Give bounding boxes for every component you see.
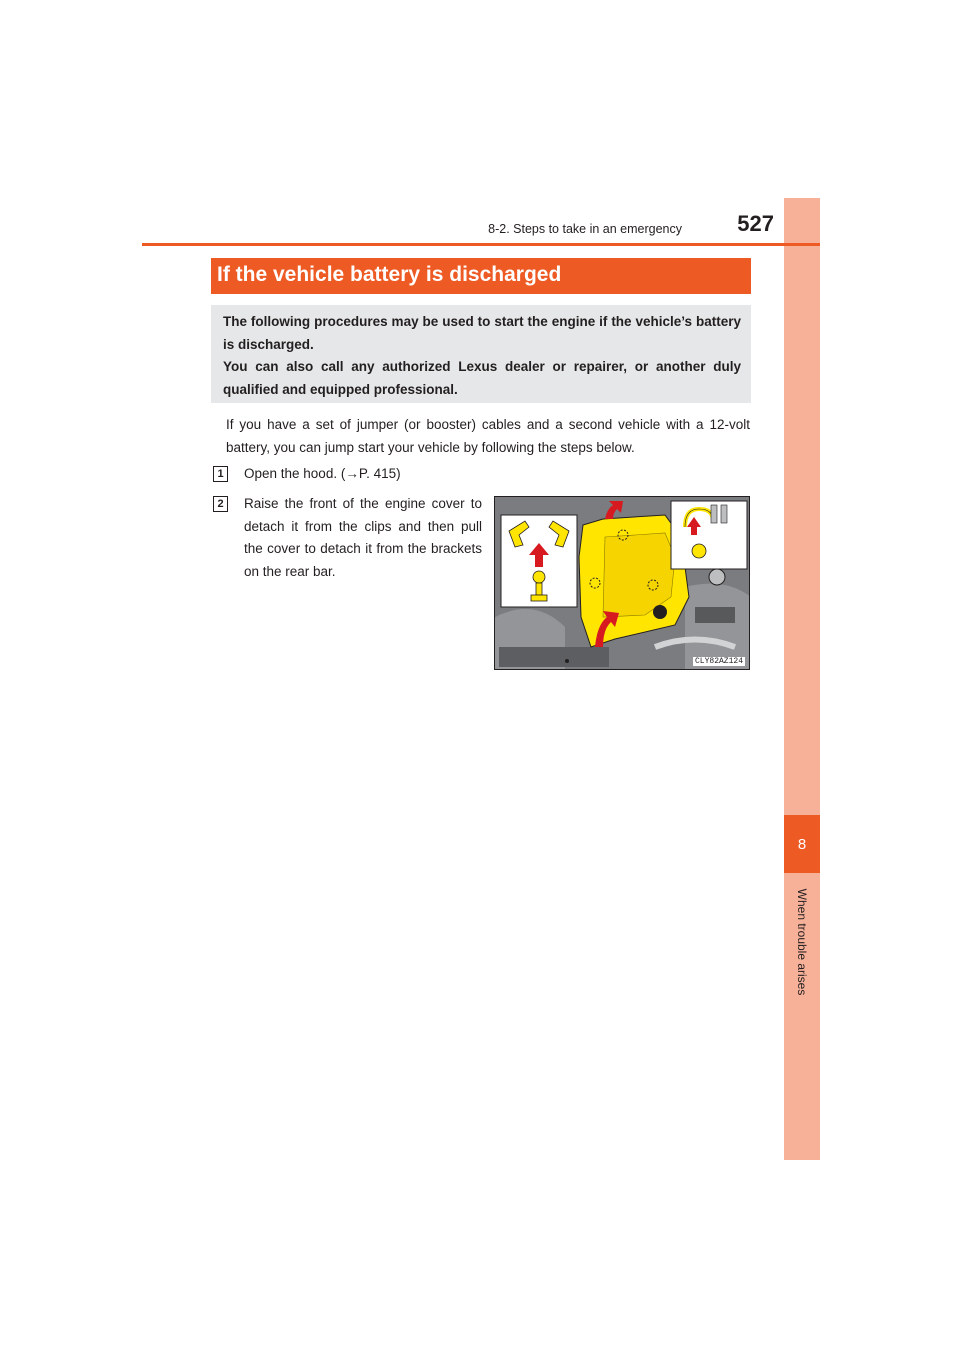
engine-cover-illustration — [494, 496, 750, 670]
chapter-side-bar — [784, 198, 820, 1160]
page-title: If the vehicle battery is discharged — [211, 258, 751, 294]
intro-line-2: You can also call any authorized Lexus dealer or repairer, or another duly qualified and equipped professional. — [223, 359, 741, 397]
section-title: 8-2. Steps to take in an emergency — [488, 222, 682, 236]
engine-bay-drawing — [495, 497, 750, 670]
intro-line-1: The following procedures may be used to start the engine if the vehicle’s battery is discharged. — [223, 314, 741, 352]
body-paragraph: If you have a set of jumper (or booster) cables and a second vehicle with a 12-volt battery, you can jump start your vehicle by following the steps below. — [226, 417, 750, 455]
step-2-text: Raise the front of the engine cover to detach it from the clips and then pull the cover to detach it from the brackets on the rear bar. — [244, 496, 482, 579]
page-number: 527 — [737, 211, 774, 236]
chapter-label: When trouble arises — [795, 888, 809, 996]
intro-box — [211, 305, 751, 403]
figure-code: CLY82AZ124 — [694, 657, 743, 666]
header-rule — [142, 243, 820, 246]
chapter-number-tab[interactable]: 8 — [784, 815, 820, 873]
step-2-badge: 2 — [213, 496, 228, 512]
step-1-text: Open the hood. (→P. 415) — [244, 466, 401, 481]
step-1-badge: 1 — [213, 466, 228, 482]
